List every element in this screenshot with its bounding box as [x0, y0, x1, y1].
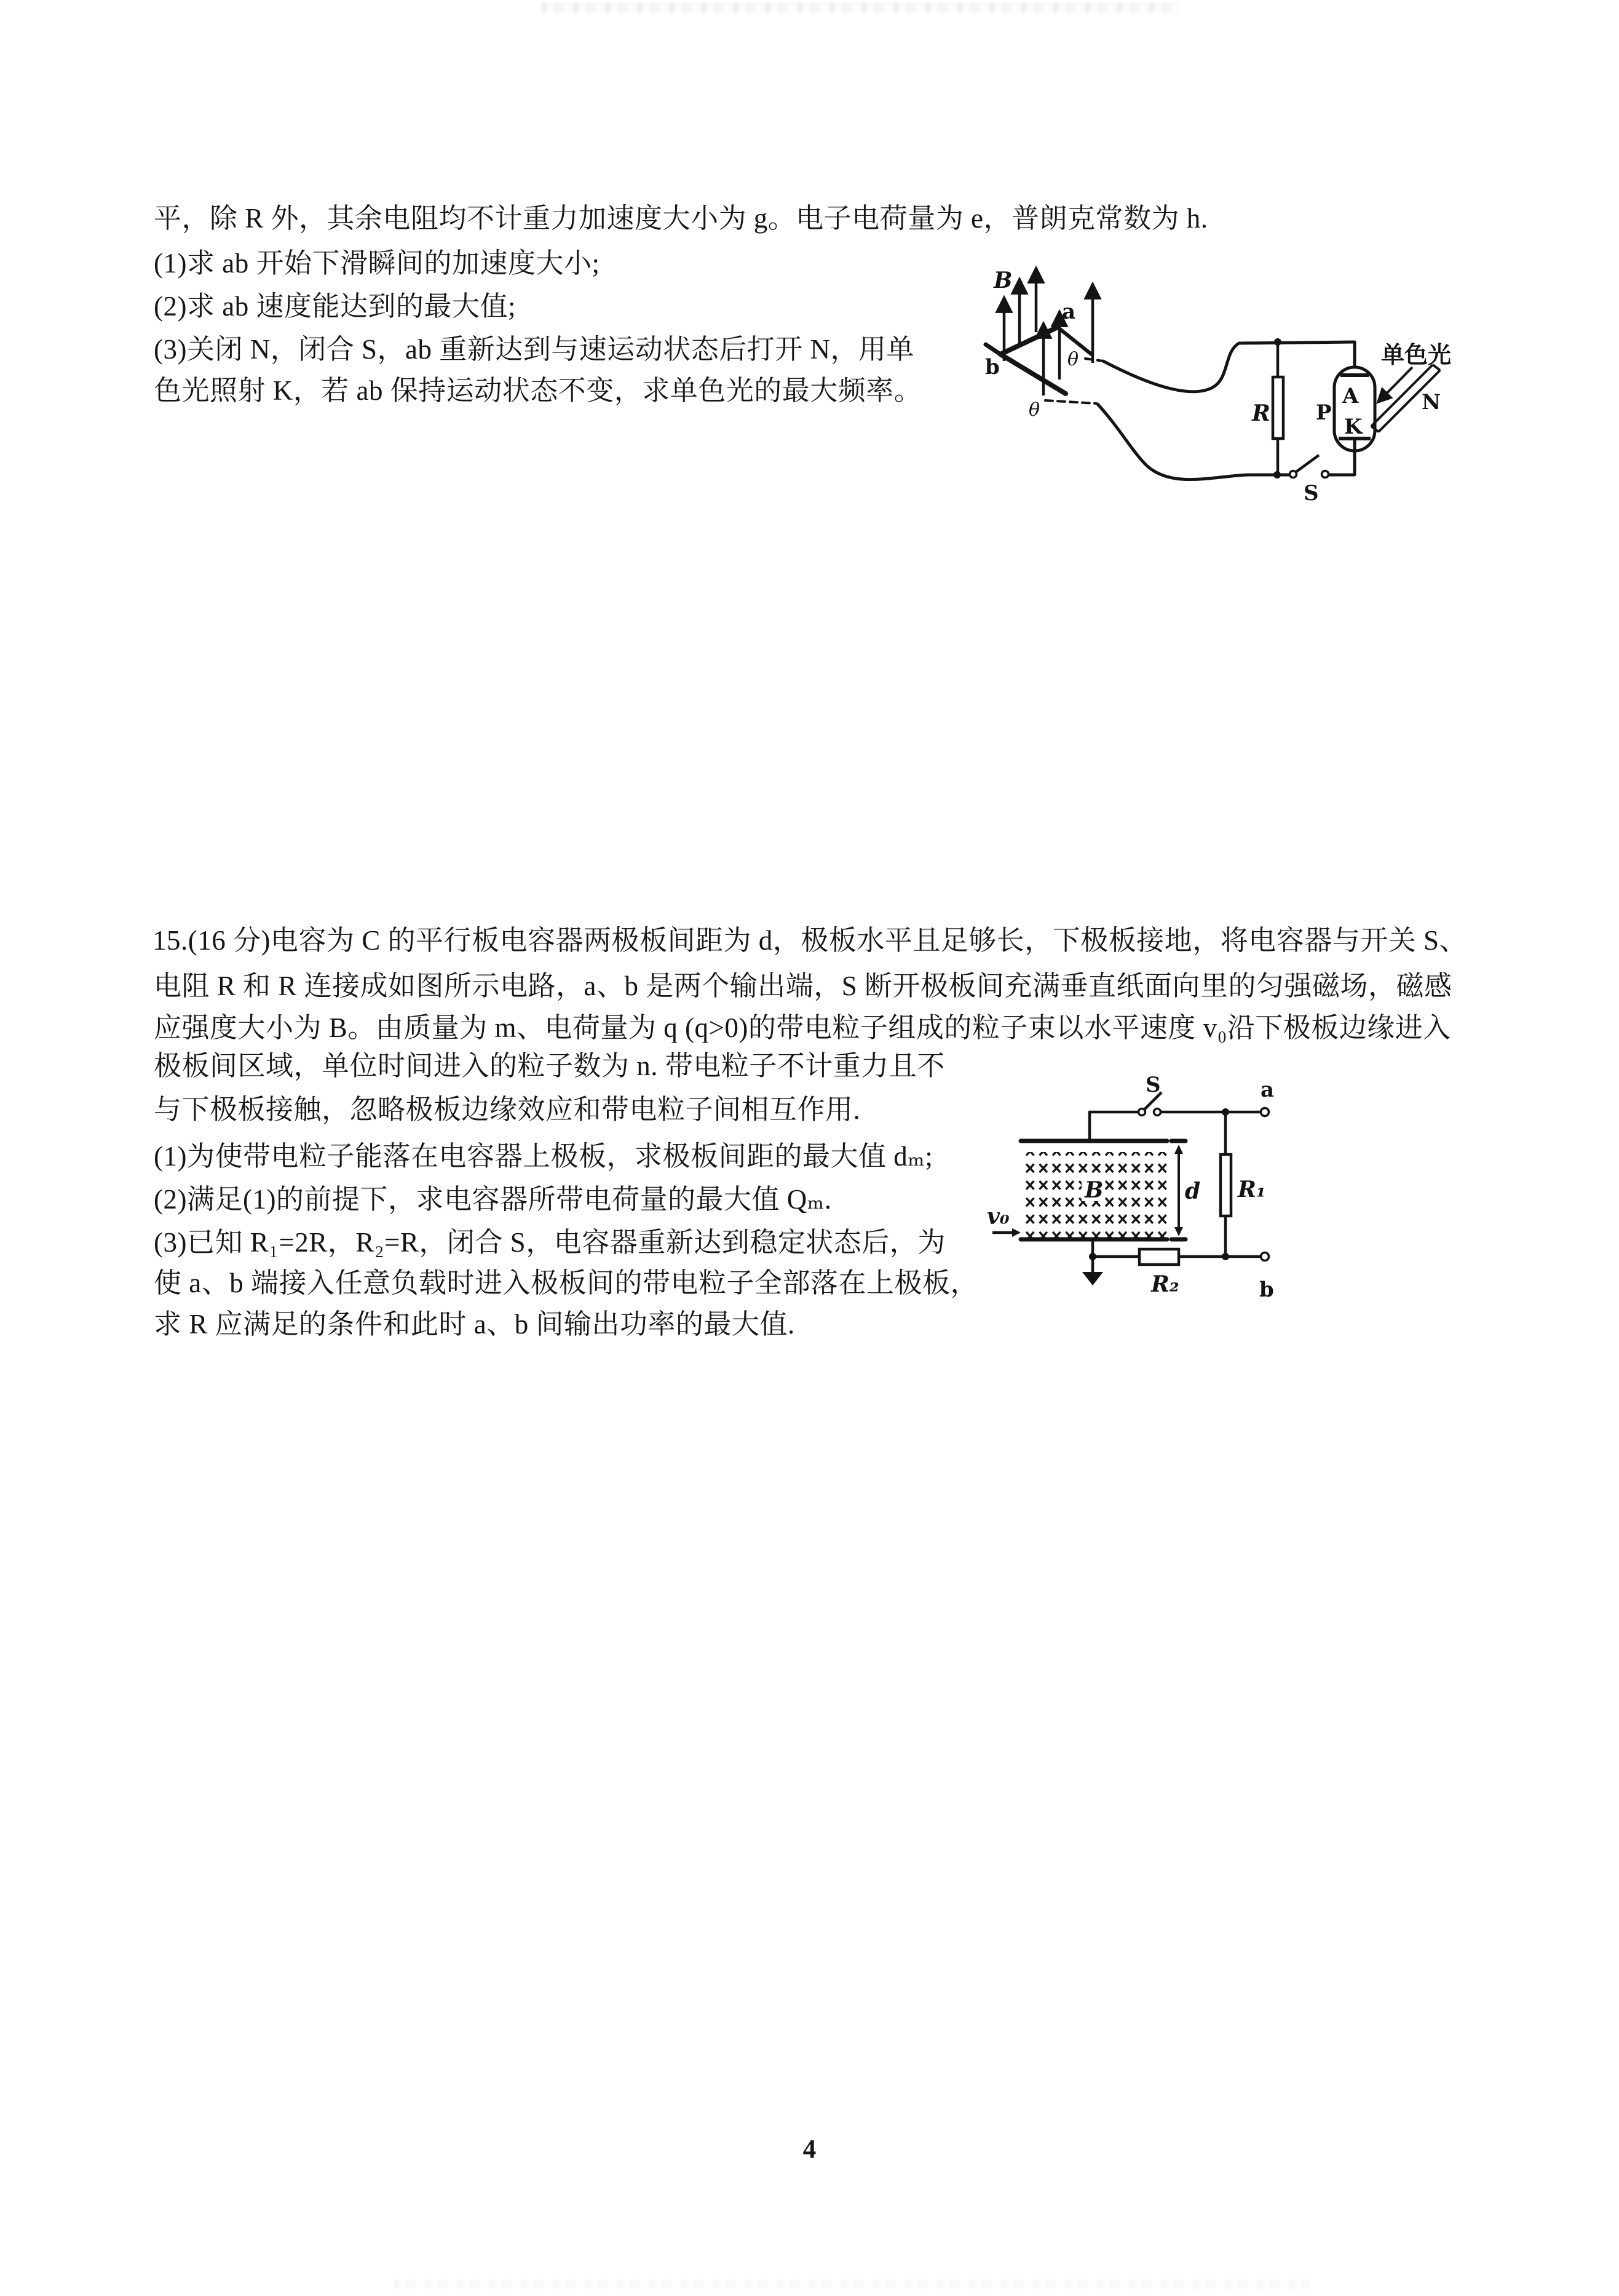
- figure-incline-phototube-circuit: [965, 252, 1494, 547]
- junction-dot: [1089, 1253, 1096, 1260]
- problem14-line: 平，除 R 外，其余电阻均不计重力加速度大小为 g。电子电荷量为 e，普朗克常数为 h.: [154, 203, 1208, 234]
- phototube: [1334, 342, 1375, 475]
- page-number: 4: [802, 2135, 817, 2164]
- label-P: P: [1316, 400, 1332, 425]
- problem15-line: 15.(16 分)电容为 C 的平行板电容器两极板间距为 d，极板水平且足够长，下极板接地，将电容器与开关 S、: [152, 925, 1468, 956]
- problem15-line: 求 R 应满足的条件和此时 a、b 间输出功率的最大值.: [154, 1309, 795, 1340]
- scan-footer-remnant: [394, 2280, 1310, 2289]
- label-theta-upper: θ: [1067, 349, 1079, 370]
- label-a: a: [1261, 1078, 1275, 1102]
- label-b: b: [985, 355, 1000, 379]
- label-a: a: [1062, 300, 1076, 324]
- label-A-anode: A: [1342, 384, 1359, 408]
- label-theta-lower: θ: [1029, 399, 1040, 421]
- resistor-R1: [1221, 1154, 1231, 1216]
- terminal-b: [1261, 1253, 1269, 1261]
- label-v0: v₀: [987, 1204, 1010, 1229]
- label-monochromatic-light: 单色光: [1381, 341, 1452, 368]
- label-S-switch: S: [1304, 481, 1319, 506]
- problem15-line: (3)已知 R₁=2R，R₂=R，闭合 S，电容器重新达到稳定状态后，为: [154, 1227, 946, 1258]
- problem14-line: (2)求 ab 速度能达到的最大值;: [154, 291, 516, 322]
- problem15-line: 与下极板接触，忽略极板边缘效应和带电粒子间相互作用.: [154, 1094, 861, 1125]
- label-b: b: [1259, 1277, 1274, 1302]
- problem15-line: 电阻 R 和 R 连接成如图所示电路，a、b 是两个输出端，S 断开极板间充满垂直纸面向里的匀强磁场，磁感: [154, 971, 1452, 1001]
- junction-dot: [1222, 1253, 1229, 1260]
- resistor-R2: [1139, 1249, 1179, 1265]
- scan-header-remnant: [541, 2, 1181, 13]
- terminal-a: [1261, 1108, 1269, 1116]
- problem14-line: (3)关闭 N，闭合 S，ab 重新达到与速运动状态后打开 N，用单: [154, 334, 914, 365]
- problem14-line: 色光照射 K，若 ab 保持运动状态不变，求单色光的最大频率。: [154, 375, 922, 406]
- problem14-line: (1)求 ab 开始下滑瞬间的加速度大小;: [154, 248, 600, 279]
- junction-dot: [1222, 1108, 1229, 1116]
- label-d: d: [1185, 1178, 1201, 1204]
- label-R2: R₂: [1151, 1271, 1179, 1297]
- label-S-switch: S: [1146, 1073, 1161, 1097]
- label-B-field: B: [994, 268, 1013, 293]
- problem15-line: 使 a、b 端接入任意负载时进入极板间的带电粒子全部落在上极板，: [154, 1268, 978, 1298]
- figure-capacitor-circuit: [984, 1058, 1488, 1329]
- beam-arrow: [992, 1228, 1021, 1237]
- label-K-cathode: K: [1344, 415, 1363, 439]
- problem15-line: (2)满足(1)的前提下，求电容器所带电荷量的最大值 Qₘ.: [154, 1184, 832, 1215]
- ground-symbol: [1082, 1257, 1103, 1285]
- label-R1: R₁: [1238, 1177, 1266, 1202]
- problem15-line: 极板间区域，单位时间进入的粒子数为 n. 带电粒子不计重力且不: [154, 1051, 945, 1081]
- switch-S: [1290, 455, 1329, 478]
- problem15-line: 应强度大小为 B。由质量为 m、电荷量为 q (q>0)的带电粒子组成的粒子束以水平速度 v₀沿下极板边缘进入: [154, 1012, 1451, 1043]
- problem15-line: (1)为使带电粒子能落在电容器上极板，求极板间距的最大值 dₘ;: [154, 1141, 933, 1172]
- label-R: R: [1252, 400, 1270, 426]
- resistor-R: [1273, 342, 1283, 475]
- label-B-field: B: [1085, 1177, 1104, 1203]
- junction-dot: [1274, 338, 1281, 346]
- gap-arrow: [1174, 1145, 1183, 1236]
- junction-dot: [1273, 471, 1281, 479]
- label-N-shutter: N: [1422, 390, 1441, 415]
